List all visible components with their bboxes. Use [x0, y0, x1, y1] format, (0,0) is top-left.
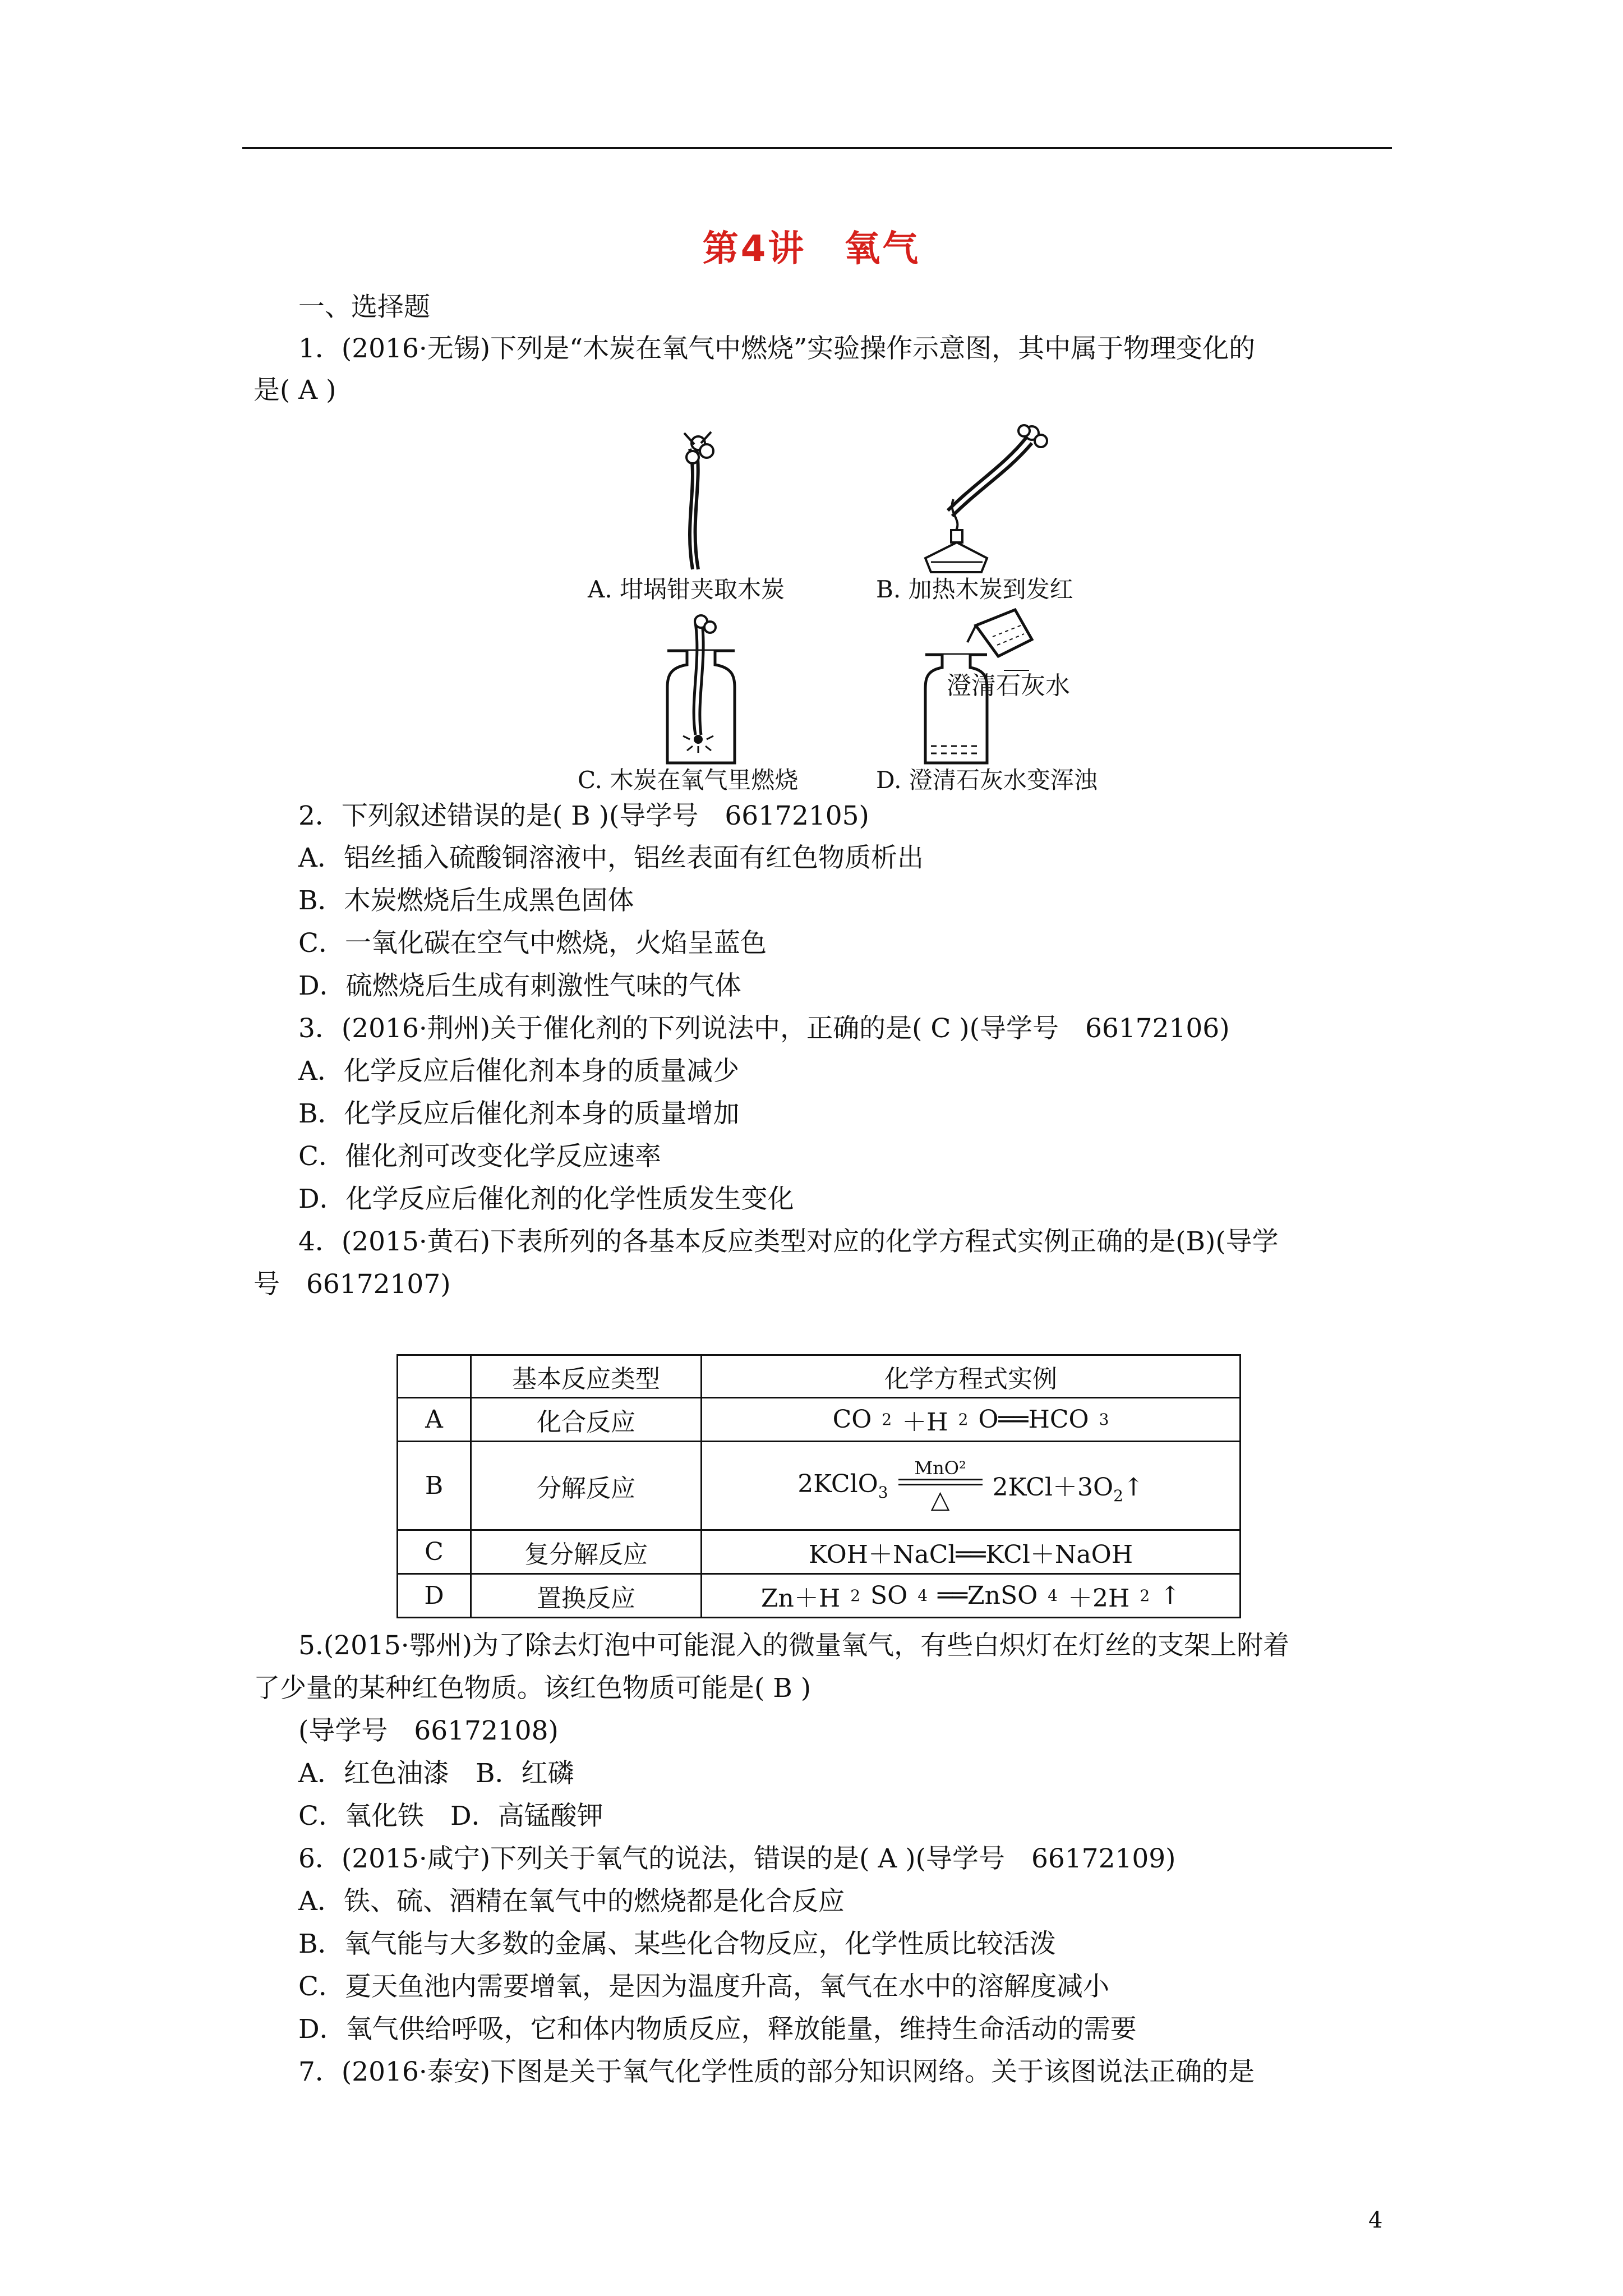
figure-c-oxygen-bottle-burning — [645, 611, 757, 769]
figure-a-tongs-charcoal — [667, 426, 729, 578]
table-row — [398, 1574, 1241, 1618]
table-header-row — [398, 1355, 1241, 1398]
row-key: C — [398, 1530, 471, 1574]
q7-stem: 7．(2016·泰安)下图是关于氧气化学性质的部分知识网络。关于该图说法正确的是 — [298, 2056, 1255, 2087]
q6-option-c: C．夏天鱼池内需要增氧，是因为温度升高，氧气在水中的溶解度减小 — [298, 1971, 1109, 2002]
header-rule — [242, 147, 1392, 149]
q1-stem-line1: 1．(2016·无锡)下列是“木炭在氧气中燃烧”实验操作示意图，其中属于物理变化的 — [298, 333, 1256, 364]
table-header-empty — [398, 1355, 471, 1398]
table-header-equation: 化学方程式实例 — [702, 1355, 1241, 1398]
heat-symbol: △ — [930, 1485, 950, 1514]
q3-option-c: C．催化剂可改变化学反应速率 — [298, 1141, 661, 1172]
q6-option-b: B．氧气能与大多数的金属、某些化合物反应，化学性质比较活泼 — [298, 1929, 1056, 1959]
q2-stem: 2．下列叙述错误的是( B )(导学号 66172105) — [298, 800, 869, 831]
caption-d: D. 澄清石灰水变浑浊 — [876, 766, 1098, 794]
q5-options-ab: A．红色油漆 B．红磷 — [298, 1758, 574, 1789]
row-type: 化合反应 — [471, 1398, 702, 1442]
page-title: 第4讲 氧气 — [702, 228, 921, 270]
table-row — [398, 1530, 1241, 1574]
table-header-type: 基本反应类型 — [471, 1355, 702, 1398]
caption-a: A. 坩埚钳夹取木炭 — [588, 576, 785, 603]
table-row — [398, 1442, 1241, 1530]
q3-stem: 3．(2016·荆州)关于催化剂的下列说法中，正确的是( C )(导学号 66172106) — [298, 1013, 1230, 1044]
label-lime-water: 澄清石灰水 — [947, 671, 1070, 700]
q3-option-a: A．化学反应后催化剂本身的质量减少 — [298, 1056, 739, 1087]
page-number: 4 — [1368, 2207, 1383, 2233]
q5-stem-line1: 5.(2015·鄂州)为了除去灯泡中可能混入的微量氧气，有些白炽灯在灯丝的支架上附着 — [298, 1630, 1290, 1661]
q6-option-d: D．氧气供给呼吸，它和体内物质反应，释放能量，维持生命活动的需要 — [298, 2014, 1137, 2045]
row-equation: CO 2 ＋H 2 O══HCO 3 — [702, 1398, 1241, 1442]
q2-option-b: B．木炭燃烧后生成黑色固体 — [298, 885, 634, 916]
figure-b-alcohol-lamp-heating — [909, 415, 1054, 578]
row-key: A — [398, 1398, 471, 1442]
q5-stem-line2: 了少量的某种红色物质。该红色物质可能是( B ) — [253, 1673, 811, 1704]
q6-stem: 6．(2015·咸宁)下列关于氧气的说法，错误的是( A )(导学号 66172109) — [298, 1843, 1176, 1874]
row-type: 分解反应 — [471, 1442, 702, 1530]
row-equation: KOH＋NaCl══KCl＋NaOH — [702, 1530, 1241, 1574]
caption-b: B. 加热木炭到发红 — [876, 576, 1073, 603]
q6-option-a: A．铁、硫、酒精在氧气中的燃烧都是化合反应 — [298, 1886, 845, 1917]
caption-c: C. 木炭在氧气里燃烧 — [578, 766, 799, 794]
q2-option-a: A．铝丝插入硫酸铜溶液中，铝丝表面有红色物质析出 — [298, 843, 924, 873]
reaction-condition — [898, 1457, 983, 1514]
row-key: D — [398, 1574, 471, 1618]
row-type: 复分解反应 — [471, 1530, 702, 1574]
q3-option-d: D．化学反应后催化剂的化学性质发生变化 — [298, 1184, 794, 1214]
section-heading: 一、选择题 — [298, 292, 430, 323]
row-equation: Zn＋H 2 SO 4 ══ZnSO 4 ＋2H 2 ↑ — [702, 1574, 1241, 1618]
q5-options-cd: C．氧化铁 D．高锰酸钾 — [298, 1801, 603, 1832]
q2-option-d: D．硫燃烧后生成有刺激性气味的气体 — [298, 970, 741, 1001]
table-row — [398, 1398, 1241, 1442]
catalyst-label: MnO² — [914, 1457, 966, 1479]
q2-option-c: C．一氧化碳在空气中燃烧，火焰呈蓝色 — [298, 928, 767, 959]
q4-stem-line1: 4．(2015·黄石)下表所列的各基本反应类型对应的化学方程式实例正确的是(B)(导学 — [298, 1226, 1279, 1257]
row-type: 置换反应 — [471, 1574, 702, 1618]
q5-stem-line3: (导学号 66172108) — [298, 1715, 559, 1746]
q1-stem-line2: 是( A ) — [253, 375, 336, 406]
row-equation: 2KClO$_3$ MnO² △ $2KCl+3O_2↑$ — [702, 1442, 1241, 1530]
q4-stem-line2: 号 66172107) — [253, 1269, 451, 1300]
reaction-type-table — [396, 1354, 1241, 1618]
row-key: B — [398, 1442, 471, 1530]
q3-option-b: B．化学反应后催化剂本身的质量增加 — [298, 1098, 740, 1129]
